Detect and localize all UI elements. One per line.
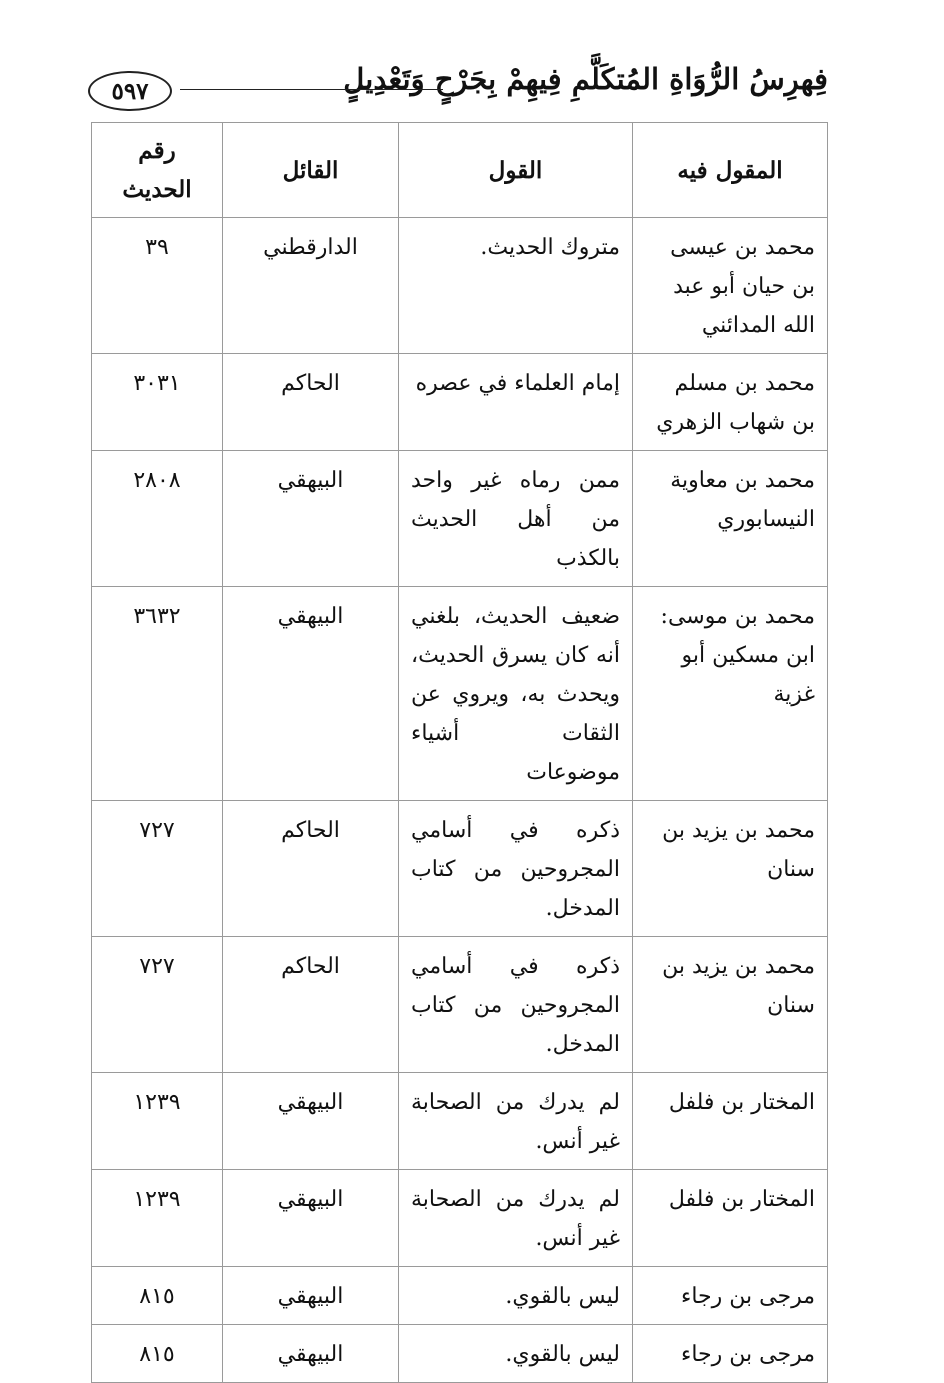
cell-hadith-number: ٢٨٠٨ [92,451,223,587]
column-header-sayer: القائل [223,123,399,218]
cell-sayer: الحاكم [223,354,399,451]
cell-saying: ذكره في أسامي المجروحين من كتاب المدخل. [399,801,633,937]
table-row [92,587,828,801]
cell-saying: لم يدرك من الصحابة غير أنس. [399,1170,633,1267]
column-header-saying: القول [399,123,633,218]
cell-hadith-number: ٣٠٣١ [92,354,223,451]
cell-sayer: البيهقي [223,1073,399,1170]
cell-hadith-number: ٧٢٧ [92,801,223,937]
cell-sayer: الحاكم [223,937,399,1073]
cell-hadith-number: ٨١٥ [92,1267,223,1325]
cell-narrator: المختار بن فلفل [633,1170,828,1267]
cell-saying: ذكره في أسامي المجروحين من كتاب المدخل. [399,937,633,1073]
table-row [92,937,828,1073]
cell-sayer: البيهقي [223,1325,399,1383]
table-row [92,354,828,451]
cell-hadith-number: ٧٢٧ [92,937,223,1073]
running-title: فِهرِسُ الرُّوَاةِ المُتكَلَّمِ فِيهِمْ بِجَرْحٍ وَتَعْدِيلٍ [343,62,828,96]
cell-saying: ضعيف الحديث، بلغني أنه كان يسرق الحديث، ويحدث به، ويروي عن الثقات أشياء موضوعات [399,587,633,801]
cell-narrator: المختار بن فلفل [633,1073,828,1170]
cell-hadith-number: ١٢٣٩ [92,1073,223,1170]
cell-sayer: البيهقي [223,1267,399,1325]
cell-saying: ممن رماه غير واحد من أهل الحديث بالكذب [399,451,633,587]
cell-saying: ليس بالقوي. [399,1267,633,1325]
table-row [92,1325,828,1383]
table-row [92,1073,828,1170]
cell-hadith-number: ٣٦٣٢ [92,587,223,801]
table-row [92,1170,828,1267]
column-header-name: المقول فيه [633,123,828,218]
cell-sayer: البيهقي [223,1170,399,1267]
cell-narrator: محمد بن عيسى بن حيان أبو عبد الله المدائني [633,218,828,354]
cell-narrator: مرجى بن رجاء [633,1325,828,1383]
cell-hadith-number: ٣٩ [92,218,223,354]
table-row [92,218,828,354]
page-number: ٥٩٧ [88,71,172,111]
cell-saying: متروك الحديث. [399,218,633,354]
cell-sayer: البيهقي [223,587,399,801]
cell-hadith-number: ٨١٥ [92,1325,223,1383]
page-header [88,58,828,118]
column-header-hadith-number: رقم الحديث [92,123,223,218]
narrators-index-table [91,122,828,1383]
cell-narrator: مرجى بن رجاء [633,1267,828,1325]
cell-narrator: محمد بن يزيد بن سنان [633,937,828,1073]
cell-narrator: محمد بن مسلم بن شهاب الزهري [633,354,828,451]
cell-sayer: البيهقي [223,451,399,587]
table-header-row [92,123,828,218]
cell-saying: ليس بالقوي. [399,1325,633,1383]
cell-hadith-number: ١٢٣٩ [92,1170,223,1267]
cell-saying: إمام العلماء في عصره [399,354,633,451]
table-row [92,451,828,587]
header-rule [180,89,443,90]
table-row [92,1267,828,1325]
cell-narrator: محمد بن معاوية النيسابوري [633,451,828,587]
cell-saying: لم يدرك من الصحابة غير أنس. [399,1073,633,1170]
cell-sayer: الحاكم [223,801,399,937]
cell-narrator: محمد بن موسى: ابن مسكين أبو غزية [633,587,828,801]
cell-sayer: الدارقطني [223,218,399,354]
cell-narrator: محمد بن يزيد بن سنان [633,801,828,937]
table-row [92,801,828,937]
